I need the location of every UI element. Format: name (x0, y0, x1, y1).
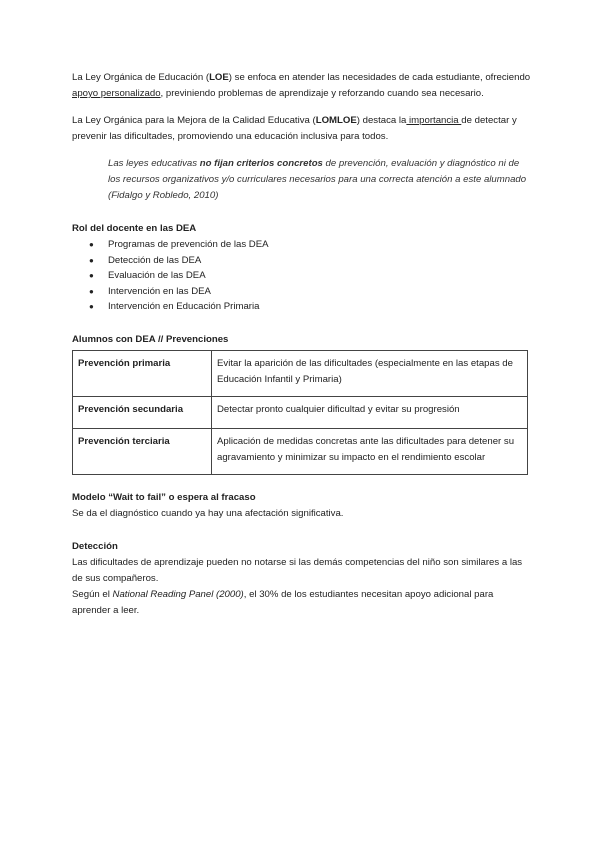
list-item (72, 237, 532, 253)
rol-list (72, 237, 532, 315)
list-item (72, 268, 532, 284)
alumnos-heading: Alumnos con DEA // Prevenciones (72, 333, 229, 345)
deteccion-section (72, 539, 532, 619)
loe-paragraph (72, 70, 532, 102)
table-row (73, 396, 528, 428)
deteccion-paragraph-2 (72, 587, 532, 619)
deteccion-heading: Detección (72, 540, 118, 552)
prevention-table (72, 350, 528, 475)
table-cell-value: Evitar la aparición de las dificultades (especialmente en las etapas de Educación Infantil y Primaria) (212, 350, 528, 396)
rol-section (72, 221, 532, 315)
list-item (72, 299, 532, 315)
rol-heading: Rol del docente en las DEA (72, 223, 197, 234)
text-run: , el 30% de los estudiantes necesitan apoyo adicional para aprender a leer. (72, 588, 494, 616)
table-row (73, 428, 528, 474)
table-cell-key: Prevención secundaria (73, 396, 212, 428)
list-item-text: Intervención en las DEA (108, 285, 211, 297)
bold-italic-text: no fijan criterios concretos (199, 158, 323, 169)
bullet-icon: ● (89, 271, 94, 281)
list-item-text: Intervención en Educación Primaria (108, 301, 260, 313)
text-run: La Ley Orgánica de Educación ( (72, 72, 210, 83)
table-cell-key: Prevención primaria (73, 350, 212, 396)
list-item-text: Evaluación de las DEA (108, 270, 206, 282)
bullet-icon: ● (89, 240, 94, 249)
citation-text: National Reading Panel (2000) (112, 588, 244, 600)
list-item-text: Detección de las DEA (108, 254, 202, 266)
text-run: Según el (72, 588, 113, 600)
list-item (72, 284, 532, 300)
text-run: de prevención, evaluación y diagnóstico ni de los recursos organizativos y/o curriculares necesarios para una correcta atención a este alumnado (Fidalgo y Robledo, 2010) (108, 158, 527, 201)
table-cell-value: Aplicación de medidas concretas ante las dificultades para detener su agravamiento y minimizar su impacto en el rendimiento escolar (212, 428, 528, 474)
list-item-text: Programas de prevención de las DEA (108, 239, 269, 250)
table-row (73, 350, 528, 396)
bullet-icon: ● (89, 255, 94, 265)
document-page (72, 70, 532, 619)
lomloe-paragraph (72, 113, 532, 145)
modelo-section (72, 490, 532, 522)
underlined-text: apoyo personalizado (72, 88, 161, 99)
text-run: ) se enfoca en atender las necesidades de cada estudiante, ofreciendo (228, 72, 531, 83)
text-run: de detectar y prevenir las dificultades, promoviendo una educación inclusiva para todos. (72, 115, 517, 142)
table-cell-key: Prevención terciaria (73, 428, 212, 474)
text-run: , previniendo problemas de aprendizaje y reforzando cuando sea necesario. (160, 88, 484, 99)
loe-acronym: LOE (209, 72, 229, 83)
underlined-text: importancia (406, 115, 462, 126)
text-run: Las leyes educativas (108, 158, 200, 169)
quote-paragraph (108, 156, 532, 204)
bullet-icon: ● (89, 286, 94, 296)
text-run: ) destaca la (356, 115, 407, 126)
deteccion-paragraph-1: Las dificultades de aprendizaje pueden no notarse si las demás competencias del niño son similares a las de sus compañeros. (72, 556, 523, 584)
table-cell-value: Detectar pronto cualquier dificultad y evitar su progresión (212, 396, 528, 428)
bullet-icon: ● (89, 302, 94, 312)
lomloe-acronym: LOMLOE (315, 115, 357, 126)
list-item (72, 253, 532, 269)
modelo-text: Se da el diagnóstico cuando ya hay una afectación significativa. (72, 507, 344, 519)
modelo-heading: Modelo “Wait to fail” o espera al fracaso (72, 491, 256, 503)
alumnos-section (72, 332, 532, 475)
text-run: La Ley Orgánica para la Mejora de la Calidad Educativa ( (72, 115, 316, 126)
